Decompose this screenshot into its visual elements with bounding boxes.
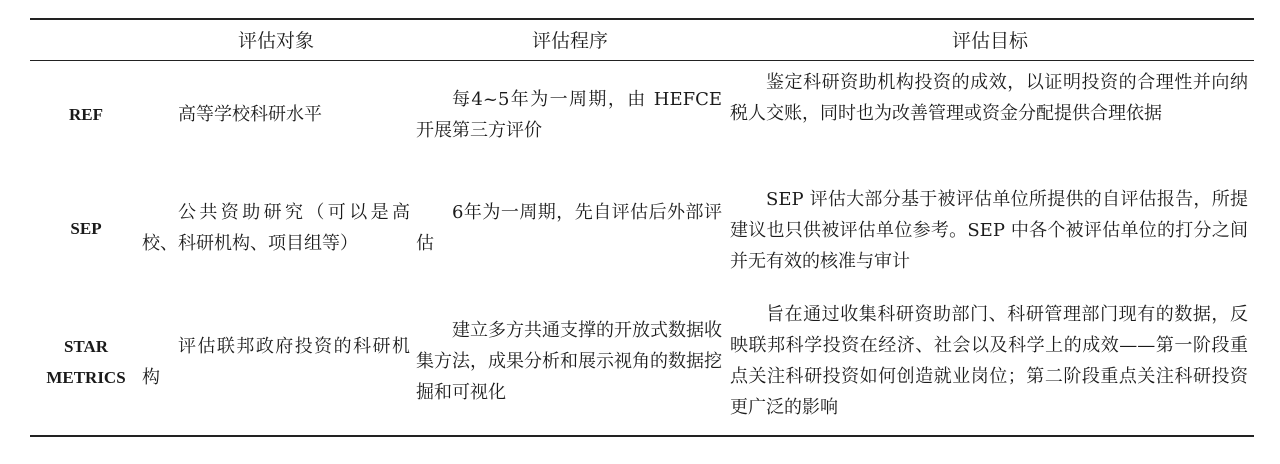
row-procedure: 建立多方共通支撑的开放式数据收集方法，成果分析和展示视角的数据挖掘和可视化 — [416, 320, 722, 403]
row-goal: 鉴定科研资助机构投资的成效，以证明投资的合理性并向纳税人交账，同时也为改善管理或资金分配提供合理依据 — [730, 72, 1248, 124]
header-evaluation-object: 评估对象 — [237, 30, 314, 52]
table-top-rule — [30, 18, 1254, 20]
header-evaluation-goal: 评估目标 — [951, 30, 1028, 52]
row-object: 公共资助研究（可以是高校、科研机构、项目组等） — [142, 202, 410, 254]
row-name: REF — [69, 105, 103, 124]
header-evaluation-procedure: 评估程序 — [531, 30, 608, 52]
table-header-rule — [30, 60, 1254, 61]
row-object: 评估联邦政府投资的科研机构 — [142, 336, 410, 388]
row-name: STAR METRICS — [46, 337, 126, 387]
row-goal: SEP 评估大部分基于被评估单位所提供的自评估报告，所提建议也只供被评估单位参考。SEP 中各个被评估单位的打分之间并无有效的核准与审计 — [730, 189, 1248, 272]
row-procedure: 每4~5年为一周期，由 HEFCE 开展第三方评价 — [416, 89, 722, 141]
row-goal: 旨在通过收集科研资助部门、科研管理部门现有的数据，反映联邦科学投资在经济、社会以及科学上的成效——第一阶段重点关注科研投资如何创造就业岗位；第二阶段重点关注科研投资更广泛的影响 — [730, 304, 1248, 418]
table-bottom-rule — [30, 435, 1254, 437]
row-procedure: 6年为一周期，先自评估后外部评估 — [416, 202, 722, 254]
row-name: SEP — [70, 219, 102, 238]
row-object: 高等学校科研水平 — [178, 104, 322, 125]
